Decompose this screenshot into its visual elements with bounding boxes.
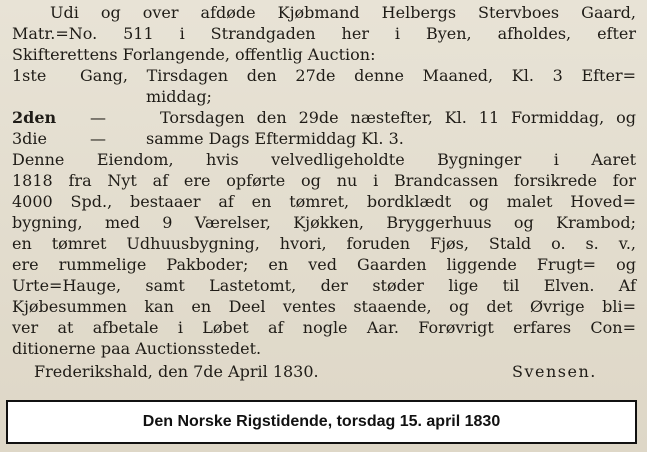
schedule-text-2: Torsdagen den 29de næstefter, Kl. 11 Formiddag, og xyxy=(160,108,636,127)
schedule-dash-3: — xyxy=(90,129,106,148)
dateline: Frederikshald, den 7de April 1830. xyxy=(34,362,319,381)
text-line-17: ditionerne paa Auctionsstedet. xyxy=(12,339,262,358)
signature: Svensen. xyxy=(512,362,597,381)
text-line-11: bygning, med 9 Værelser, Kjøkken, Bryggerhuus og Krambod; xyxy=(12,213,636,232)
text-line-5: middag; xyxy=(146,87,212,106)
schedule-dash-2: — xyxy=(90,108,106,127)
schedule-text-1: Gang, Tirsdagen den 27de denne Maaned, Kl. 3 Efter= xyxy=(80,66,636,85)
text-line-14: Urte=Hauge, samt Lastetomt, der støder lige til Elven. Af xyxy=(12,276,636,295)
schedule-label-2: 2den xyxy=(12,108,57,127)
schedule-label-1: 1ste xyxy=(12,66,47,85)
bleed-through-bottom xyxy=(0,441,647,452)
schedule-text-3: samme Dags Eftermiddag Kl. 3. xyxy=(146,129,404,148)
text-line-3: Skifterettens Forlangende, offentlig Auction: xyxy=(12,45,376,64)
text-line-12: en tømret Udhuusbygning, hvori, foruden Fjøs, Stald o. s. v., xyxy=(12,234,636,253)
text-line-1: Udi og over afdøde Kjøbmand Helbergs Stervboes Gaard, xyxy=(50,3,636,22)
text-line-10: 4000 Spd., bestaaer af en tømret, bordklædt og malet Hoved= xyxy=(12,192,636,211)
schedule-row-2 xyxy=(0,107,647,128)
caption-text: Den Norske Rigstidende, torsdag 15. april 1830 xyxy=(142,413,501,430)
caption-box xyxy=(6,400,637,444)
schedule-row-1 xyxy=(0,65,647,86)
text-line-8: Denne Eiendom, hvis velvedligeholdte Bygninger i Aaret xyxy=(12,150,636,169)
text-line-15: Kjøbesummen kan en Deel ventes staaende, og det Øvrige bli= xyxy=(12,297,636,316)
text-line-9: 1818 fra Nyt af ere opførte og nu i Brandcassen forsikrede for xyxy=(12,171,636,190)
text-line-13: ere rummelige Pakboder; en ved Gaarden liggende Frugt= og xyxy=(12,255,636,274)
text-line-2: Matr.=No. 511 i Strandgaden her i Byen, afholdes, efter xyxy=(12,24,636,43)
text-line-16: ver at afbetale i Løbet af nogle Aar. Forøvrigt erfares Con= xyxy=(12,318,636,337)
schedule-row-3 xyxy=(0,128,647,149)
schedule-label-3: 3die xyxy=(12,129,48,148)
